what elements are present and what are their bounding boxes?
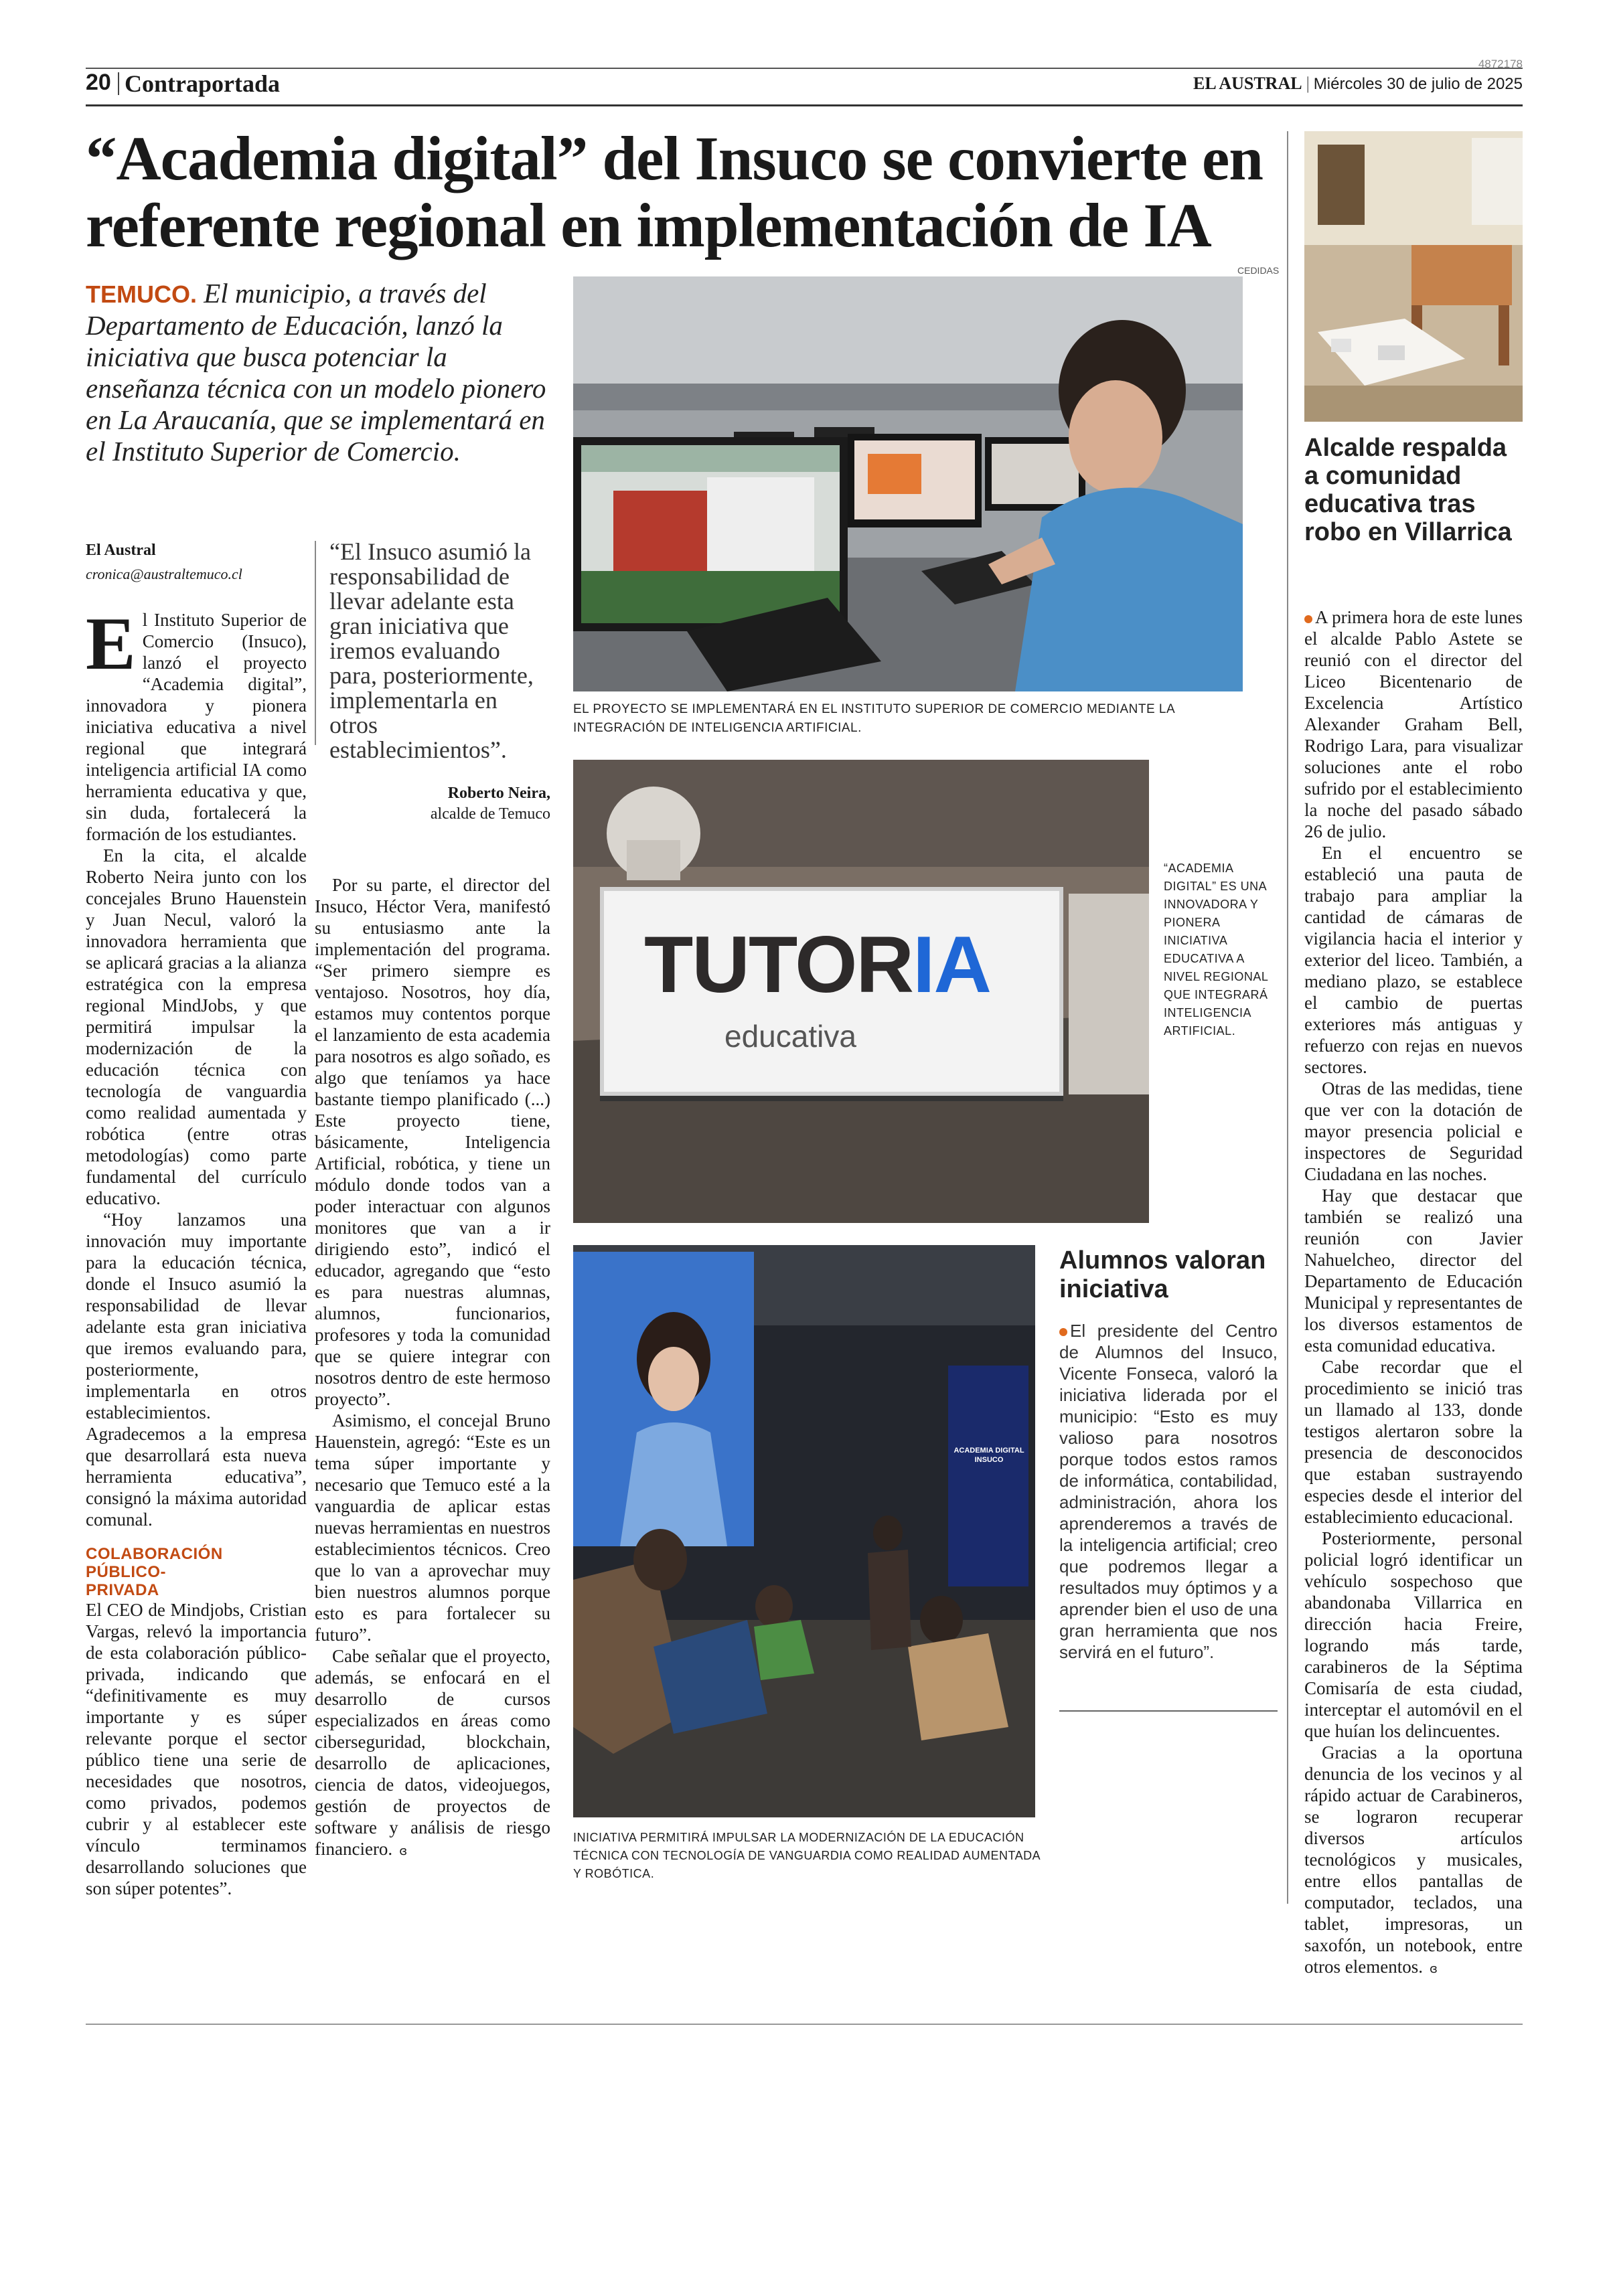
headline-line-1: “Academia digital” del Insuco se convierte en	[86, 125, 1264, 193]
col1-paragraph-4: El CEO de Mindjobs, Cristian Vargas, relevó la importancia de esta colaboración público-privada, indicando que “definitivamente es muy importante y es súper relevante porque el sector público tiene una serie de necesidades que nosotros, como privados, podemos cubrir y al establecer este vínculo terminamos desarrollando soluciones que son súper potentes”.	[86, 1600, 307, 1898]
end-of-article-icon: ɞ	[399, 1844, 408, 1858]
author-email: cronica@australtemuco.cl	[86, 566, 242, 582]
drop-cap: E	[86, 602, 136, 685]
side-paragraph-3: Otras de las medidas, tiene que ver con la dotación de mayor presencia policial e inspectores de Seguridad Ciudadana en las noches.	[1304, 1078, 1523, 1184]
lead-place: TEMUCO.	[86, 280, 197, 308]
side-article-body	[1304, 606, 1523, 1977]
lead-text: El municipio, a través del Departamento de Educación, lanzó la iniciativa que busca potenciar la enseñanza técnica con un modelo pionero en La Araucanía, que se implementará en el Instituto Superior de Comercio.	[86, 278, 546, 467]
photo1-caption: EL PROYECTO SE IMPLEMENTARÁ EN EL INSTITUTO SUPERIOR DE COMERCIO MEDIANTE LA INTEGRACIÓN DE INTELIGENCIA ARTIFICIAL.	[573, 702, 1175, 735]
photo-computer-lab	[573, 276, 1243, 691]
page-number: 20	[86, 70, 111, 95]
photo-presentation	[573, 1245, 1035, 1817]
footer-rule	[86, 2024, 1523, 2025]
col2-paragraph-1: Por su parte, el director del Insuco, Héctor Vera, manifestó su entusiasmo ante la implementación del programa. “Ser primero siempre es ventajoso. Nosotros, hoy día, estamos muy contentos porque el lanzamiento de esta academia para nosotros es algo soñado, es algo que teníamos ya hace bastante tiempo planificado (...) Este proyecto tiene, básicamente, Inteligencia Artificial, robótica, y tiene un módulo donde todos van a poder interactuar con algunos monitores que van a ir dirigiendo esto”, indicó el educador, agregando que “esto es para nuestras alumnas, alumnos, funcionarios, profesores y toda la comunidad que se quiere integrar con nosotros dentro de este hermoso proyecto”.	[315, 875, 550, 1409]
students-box-title: Alumnos valoran iniciativa	[1059, 1246, 1266, 1303]
dateline: EL AUSTRAL | Miércoles 30 de julio de 2025	[1193, 74, 1523, 93]
side-paragraph-1: A primera hora de este lunes el alcalde Pablo Astete se reunió con el director del Liceo Bicentenario de Excelencia Artístico Alexander Graham Bell, Rodrigo Lara, para visualizar soluciones ante el robo sufrido por el establecimiento la noche del pasado sábado 26 de julio.	[1304, 607, 1523, 841]
tutoria-subtitle: educativa	[724, 1019, 856, 1054]
side-paragraph-4: Hay que destacar que también se realizó una reunión con Javier Nahuelcheo, director del Departamento de Educación Municipal y representantes de los diversos estamentos de esta comunidad educativa.	[1304, 1185, 1523, 1356]
column-2	[315, 874, 550, 1908]
header-top-rule	[86, 68, 1523, 69]
side-paragraph-5: Cabe recordar que el procedimiento se inició tras un llamado al 133, donde testigos alertaron sobre la presencia de desconocidos que estaban sustrayendo especies desde el interior del establecimiento educacional.	[1304, 1357, 1523, 1527]
side-column-rule	[1287, 131, 1288, 1904]
side-paragraph-7: Gracias a la oportuna denuncia de los vecinos y al rápido actuar de Carabineros, se lograron recuperar diversos artículos tecnológicos y musicales, entre ellos pantallas de computador, teclados, una tablet, impresoras, un saxofón, un notebook, entre otros elementos. ɞ	[1304, 1742, 1523, 1977]
classroom-image	[1304, 131, 1523, 422]
computer-lab-image	[573, 276, 1243, 691]
photo3-caption: INICIATIVA PERMITIRÁ IMPULSAR LA MODERNIZACIÓN DE LA EDUCACIÓN TÉCNICA CON TECNOLOGÍA DE VANGUARDIA COMO REALIDAD AUMENTADA Y ROBÓTICA.	[573, 1831, 1041, 1880]
section-name: Contraportada	[125, 70, 280, 97]
main-headline	[86, 126, 1291, 260]
side-paragraph-2: En el encuentro se estableció una pauta de trabajo para ampliar la cantidad de cámaras de vigilancia hacia el interior y exterior del liceo. También, a mediano plazo, se establece el cambio de puertas exteriores más antiguas y refuerzo con rejas en nuevos sectores.	[1304, 843, 1523, 1077]
ia-word: IA	[913, 920, 991, 1009]
tutoria-word: TUTOR	[644, 920, 913, 1009]
lead-paragraph	[86, 278, 551, 467]
author-name: El Austral	[86, 542, 156, 559]
academia-banner-text: ACADEMIA DIGITAL INSUCO	[953, 1447, 1024, 1464]
tutoria-sign-box	[600, 887, 1063, 1096]
quote-rule	[315, 541, 316, 745]
header-separator	[118, 72, 119, 95]
quote-author: Roberto Neira,	[447, 785, 550, 802]
photo2-caption: “ACADEMIA DIGITAL” ES UNA INNOVADORA Y PIONERA INICIATIVA EDUCATIVA A NIVEL REGIONAL QUE INTEGRARÁ INTELIGENCIA ARTIFICIAL.	[1164, 862, 1268, 1038]
photo-tutoria-sign	[573, 760, 1149, 1223]
students-box-text: El presidente del Centro de Alumnos del Insuco, Vicente Fonseca, valoró la iniciativa liderada por el municipio: “Esto es muy valioso para nosotros porque todos estos ramos de informática, contabilidad, administración, ahora los aprenderemos a través de la inteligencia artificial; creo que podremos llegar a resultados muy óptimos y a aprender bien el uso de una gran herramienta que nos servirá en el futuro”.	[1059, 1321, 1278, 1662]
bullet-icon	[1304, 615, 1312, 623]
col1-paragraph-2: En la cita, el alcalde Roberto Neira junto con los concejales Bruno Hauenstein y Juan Necul, valoró la innovadora herramienta que se aplicará gracias a la alianza estratégica con la empresa regional MindJobs, y que permitirá impulsar la modernización de la educación técnica con tecnología de vanguardia como realidad aumentada y robótica (entre otras metodologías) como parte fundamental del currículo educativo.	[86, 845, 307, 1208]
quote-role: alcalde de Temuco	[430, 805, 550, 823]
side-paragraph-6: Posteriormente, personal policial logró identificar un vehículo sospechoso que abandonaba Villarrica en dirección hacia Freire, logrando más tarde, carabineros de la Séptima Comisaría de esta ciudad, interceptar el automóvil en el que huían los delincuentes.	[1304, 1528, 1523, 1741]
tutoria-sign-text	[644, 920, 991, 1009]
end-of-article-icon: ɞ	[1429, 1962, 1438, 1976]
paper-name: EL AUSTRAL	[1193, 74, 1302, 93]
column-1	[86, 602, 307, 1901]
headline-line-2: referente regional en implementación de IA	[86, 191, 1211, 260]
photo-classroom	[1304, 131, 1523, 422]
col2-paragraph-2: Asimismo, el concejal Bruno Hauenstein, agregó: “Este es un tema súper importante y necesario que Temuco esté a la vanguardia de aplicar estas nuevas herramientas en nuestros establecimientos técnicos. Creo que lo van a aprovechar muy bien nuestros alumnos porque esto es para fortalecer su futuro”.	[315, 1410, 550, 1645]
col1-paragraph-3: “Hoy lanzamos una innovación muy importante para la educación técnica, donde el Insuco asumió la responsabilidad de llevar adelante esta gran iniciativa que iremos evaluando para, posteriormente, implementarla en otros establecimientos. Agradecemos a la empresa que desarrollará esta nueva herramienta educativa”, consignó la máxima autoridad comunal.	[86, 1210, 307, 1530]
issue-date: Miércoles 30 de julio de 2025	[1313, 75, 1523, 93]
pull-quote: “El Insuco asumió la responsabilidad de llevar adelante esta gran iniciativa que iremos evaluando para, posteriormente, implementarla en otros establecimientos”.	[329, 538, 534, 763]
photo-credit: CEDIDAS	[1237, 265, 1280, 276]
header-bottom-rule	[86, 104, 1523, 106]
students-box-bottom-rule	[1059, 1710, 1278, 1712]
col2-paragraph-3: Cabe señalar que el proyecto, además, se enfocará en el desarrollo de cursos especializados en áreas como ciberseguridad, blockchain, desarrollo de aplicaciones, ciencia de datos, videojuegos, gestión de proyectos de software y análisis de riesgo financiero. ɞ	[315, 1646, 550, 1859]
presentation-image	[573, 1245, 1035, 1817]
col1-paragraph-1: El Instituto Superior de Comercio (Insuco), lanzó el proyecto “Academia digital”, innovadora y pionera iniciativa educativa a nivel regional que integrará inteligencia artificial IA como herramienta educativa y que, sin duda, fortalecerá la formación de los estudiantes.	[86, 602, 307, 844]
side-article-title: Alcalde respalda a comunidad educativa tras robo en Villarrica	[1304, 434, 1512, 546]
subhead-colaboracion: COLABORACIÓN PÚBLICO-PRIVADA	[86, 1545, 223, 1599]
header-code: 4872178	[1478, 58, 1523, 70]
bullet-icon	[1059, 1328, 1067, 1336]
